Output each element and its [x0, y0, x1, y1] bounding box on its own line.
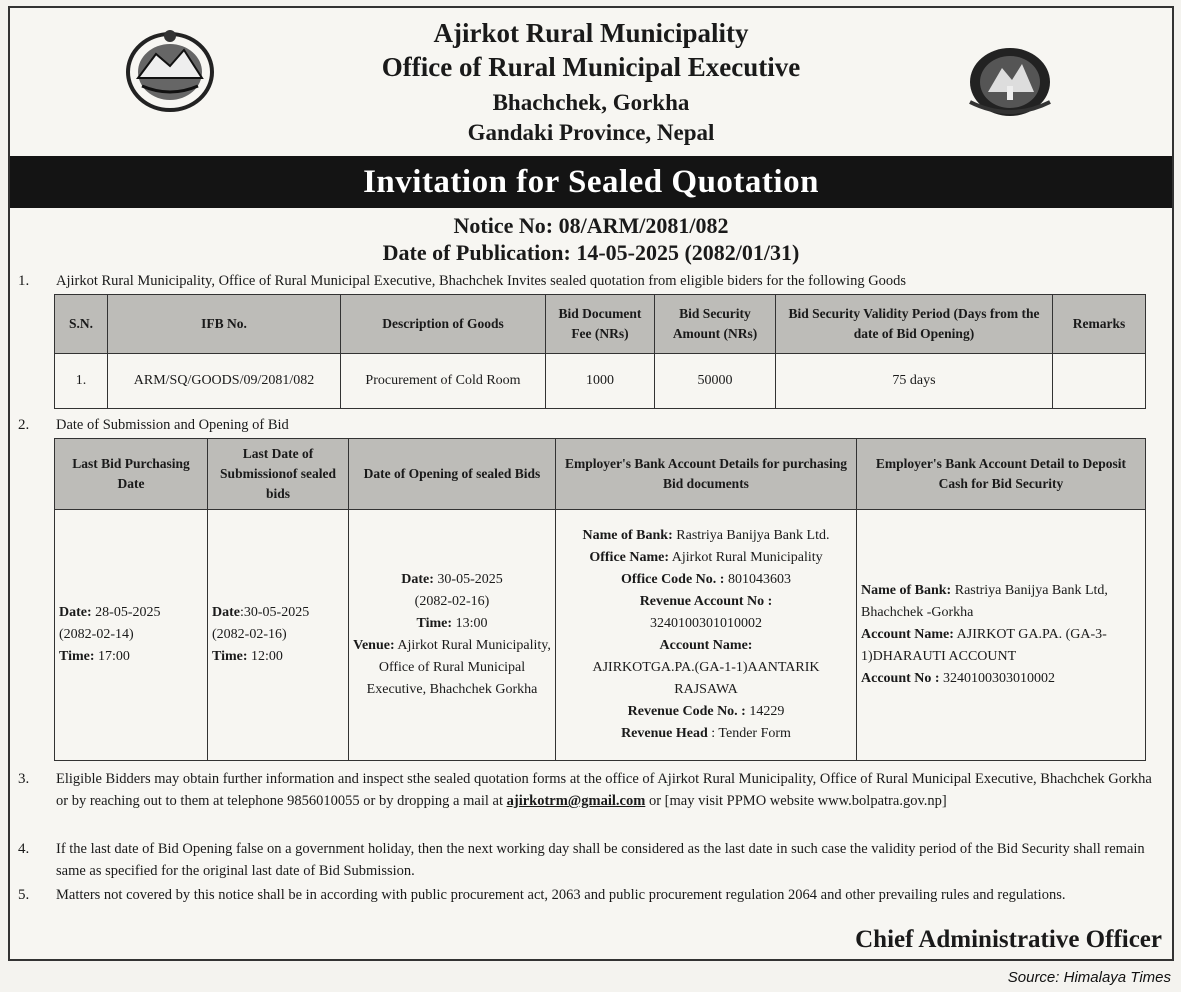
item-number: 2. [18, 417, 30, 433]
column-header: Last Bid Purchasing Date [55, 439, 208, 510]
publication-date: Date of Publication: 14-05-2025 (2082/01/31) [382, 240, 800, 265]
item-text [56, 768, 1164, 812]
table-cell: Procurement of Cold Room [341, 354, 546, 409]
table-header-row [55, 439, 1146, 510]
bank-value: Rastriya Banijya Bank Ltd, Bhachchek -Gorkha [861, 583, 1108, 620]
item-text: Date of Submission and Opening of Bid [56, 417, 289, 433]
email-link[interactable]: ajirkotrm@gmail.com [506, 793, 646, 809]
revenue-head-value: : Tender Form [711, 726, 791, 741]
revenue-account-label: Revenue Account No : [639, 594, 773, 609]
time-value: 17:00 [98, 649, 130, 664]
bank-label: Name of Bank: [861, 583, 952, 598]
table-cell: 1. [55, 354, 108, 409]
date-label: Date: [401, 572, 434, 587]
item-text-part: or [may visit PPMO website www.bolpatra.gov.np] [648, 793, 947, 809]
account-no-value: 3240100303010002 [943, 671, 1056, 686]
notice-number: Notice No: 08/ARM/2081/082 [453, 213, 729, 238]
column-header: IFB No. [108, 295, 341, 354]
table-cell: 1000 [546, 354, 655, 409]
account-name-value: AJIRKOTGA.PA.(GA-1-1)AANTARIK RAJSAWA [592, 660, 820, 697]
table-cell: 50000 [655, 354, 776, 409]
table-header-row [55, 295, 1146, 354]
column-header: Remarks [1053, 295, 1146, 354]
item-text: Matters not covered by this notice shall be in according with public procurement act, 2063 and public procurement regulation 2064 and other prevailing rules and regulations. [56, 887, 1066, 903]
office-name: Office of Rural Municipal Executive [381, 52, 801, 82]
revenue-code-label: Revenue Code No. : [627, 704, 746, 719]
table-row [55, 510, 1146, 761]
column-header: Employer's Bank Account Details for purchasing Bid documents [556, 439, 857, 510]
item-text-part: Eligible Bidders may obtain further information and inspect sthe sealed quotation forms at the office of Ajirkot Rural Municipality, Office of Rural Municipal Executive, Bhachchek Gorkha or by reaching out to them at telephone 9856010055 or by dropping a mail at [56, 771, 1152, 809]
notice-frame [8, 6, 1174, 961]
nepali-date: (2082-02-14) [59, 627, 134, 642]
item-number: 4. [18, 841, 30, 857]
account-name-label: Account Name: [659, 638, 753, 653]
table-row [55, 354, 1146, 409]
submission-date-cell [208, 510, 349, 761]
nepali-date: (2082-02-16) [414, 594, 490, 609]
item-text: If the last date of Bid Opening false on a government holiday, then the next working day shall be considered as the last date in such case the validity period of the Bid Security shall remain same as specified for the original last date of Bid Submission. [56, 841, 1145, 879]
column-header: Description of Goods [341, 295, 546, 354]
column-header: Last Date of Submissionof sealed bids [208, 439, 349, 510]
date-label: Date [212, 605, 240, 620]
account-name-label: Account Name: [861, 627, 954, 642]
title-banner: Invitation for Sealed Quotation [10, 156, 1172, 208]
table-cell: 75 days [776, 354, 1053, 409]
revenue-code-value: 14229 [749, 704, 785, 719]
purchase-bank-cell [556, 510, 857, 761]
time-label: Time: [59, 649, 95, 664]
time-value: 13:00 [455, 616, 488, 631]
item-number: 1. [18, 273, 30, 289]
source-credit: Source: Himalaya Times [1007, 969, 1171, 986]
column-header: S.N. [55, 295, 108, 354]
office-label: Office Name: [589, 550, 670, 565]
time-label: Time: [416, 616, 453, 631]
column-header: Bid Security Amount (NRs) [655, 295, 776, 354]
office-code-value: 801043603 [727, 572, 791, 587]
security-bank-cell [857, 510, 1146, 761]
date-value: 28-05-2025 [95, 605, 161, 620]
province-line: Gandaki Province, Nepal [467, 120, 715, 145]
column-header: Employer's Bank Account Detail to Deposit Cash for Bid Security [857, 439, 1146, 510]
venue-value: Ajirkot Rural Municipality, Office of Rural Municipal Executive, Bhachchek Gorkha [366, 638, 551, 697]
time-label: Time: [212, 649, 248, 664]
revenue-head-label: Revenue Head [621, 726, 708, 741]
bank-value: Rastriya Banijya Bank Ltd. [676, 528, 830, 543]
purchase-date-cell [55, 510, 208, 761]
date-value: :30-05-2025 [240, 605, 310, 620]
header [10, 8, 1172, 158]
municipality-name: Ajirkot Rural Municipality [433, 18, 749, 48]
item-number: 5. [18, 887, 30, 903]
opening-date-cell [349, 510, 556, 761]
submission-table [54, 438, 1146, 761]
office-code-label: Office Code No. : [621, 572, 725, 587]
column-header: Date of Opening of sealed Bids [349, 439, 556, 510]
date-label: Date: [59, 605, 92, 620]
nepali-date: (2082-02-16) [212, 627, 287, 642]
column-header: Bid Security Validity Period (Days from the date of Bid Opening) [776, 295, 1053, 354]
account-name-value: AJIRKOT GA.PA. (GA-3-1)DHARAUTI ACCOUNT [861, 627, 1107, 664]
account-no-label: Account No : [861, 671, 940, 686]
venue-label: Venue: [353, 638, 395, 653]
bank-label: Name of Bank: [582, 528, 673, 543]
item-number: 3. [18, 771, 30, 787]
signatory-title: Chief Administrative Officer [855, 926, 1162, 953]
column-header: Bid Document Fee (NRs) [546, 295, 655, 354]
time-value: 12:00 [251, 649, 283, 664]
location-line: Bhachchek, Gorkha [492, 90, 690, 115]
item-text: Ajirkot Rural Municipality, Office of Rural Municipal Executive, Bhachchek Invites sealed quotation from eligible biders for the following Goods [56, 273, 907, 289]
revenue-account-value: 3240100301010002 [650, 616, 762, 631]
date-value: 30-05-2025 [437, 572, 503, 587]
goods-table [54, 294, 1146, 409]
table-cell [1053, 354, 1146, 409]
table-cell: ARM/SQ/GOODS/09/2081/082 [108, 354, 341, 409]
office-value: Ajirkot Rural Municipality [671, 550, 823, 565]
